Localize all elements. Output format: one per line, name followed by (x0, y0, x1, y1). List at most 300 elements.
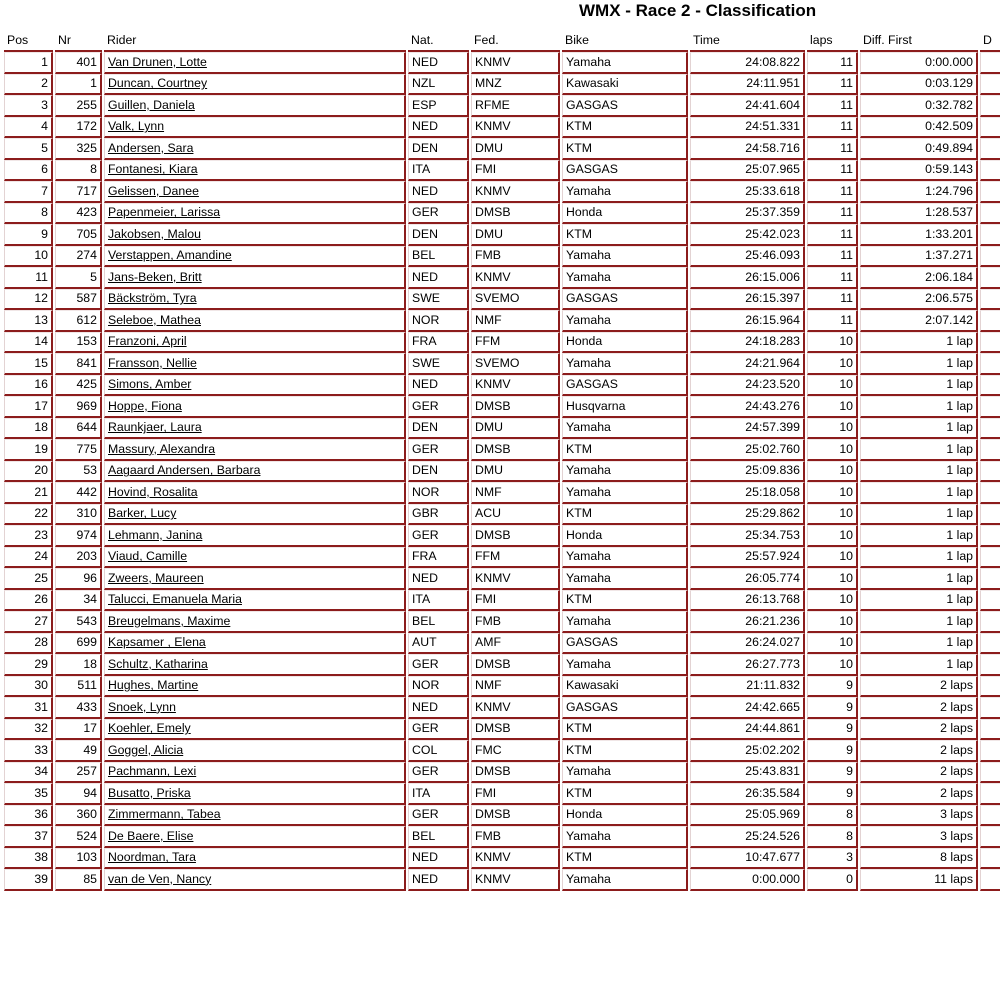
cell-nat: ITA (408, 160, 469, 182)
cell-pos: 27 (4, 611, 53, 633)
table-row (4, 74, 1000, 96)
cell-nat: BEL (408, 611, 469, 633)
cell-diff-first: 0:32.782 (860, 95, 978, 117)
cell-laps: 11 (807, 224, 858, 246)
cell-time: 10:47.677 (690, 848, 805, 870)
cell-fed: KNMV (471, 568, 560, 590)
cell-rider (104, 74, 406, 96)
cell-time: 25:43.831 (690, 762, 805, 784)
cell-diff-prev (980, 418, 1000, 440)
cell-diff-prev (980, 740, 1000, 762)
cell-diff-first: 2 laps (860, 783, 978, 805)
rider-link[interactable]: Zimmermann, Tabea (108, 807, 221, 822)
rider-link[interactable]: Guillen, Daniela (108, 97, 195, 112)
rider-link[interactable]: Bäckström, Tyra (108, 291, 197, 306)
cell-diff-first: 1 lap (860, 611, 978, 633)
cell-rider (104, 697, 406, 719)
cell-time: 24:08.822 (690, 52, 805, 74)
rider-link[interactable]: Franzoni, April (108, 334, 187, 349)
table-row (4, 697, 1000, 719)
cell-nr: 644 (55, 418, 102, 440)
cell-pos: 31 (4, 697, 53, 719)
cell-laps: 10 (807, 633, 858, 655)
cell-bike: Yamaha (562, 654, 688, 676)
cell-diff-first: 2 laps (860, 740, 978, 762)
cell-fed: NMF (471, 310, 560, 332)
cell-rider (104, 138, 406, 160)
cell-nr: 433 (55, 697, 102, 719)
cell-nat: GER (408, 654, 469, 676)
cell-fed: FMB (471, 826, 560, 848)
cell-diff-prev (980, 654, 1000, 676)
cell-rider (104, 332, 406, 354)
rider-link[interactable]: Barker, Lucy (108, 506, 177, 521)
cell-nr: 360 (55, 805, 102, 827)
cell-nat: AUT (408, 633, 469, 655)
cell-fed: FFM (471, 332, 560, 354)
cell-time: 24:21.964 (690, 353, 805, 375)
rider-link[interactable]: Fransson, Nellie (108, 355, 197, 370)
cell-rider (104, 439, 406, 461)
rider-link[interactable]: Viaud, Camille (108, 549, 188, 564)
cell-time: 24:23.520 (690, 375, 805, 397)
cell-time: 25:37.359 (690, 203, 805, 225)
cell-laps: 9 (807, 783, 858, 805)
col-header-pos[interactable]: Pos (4, 30, 53, 52)
rider-link[interactable]: Goggel, Alicia (108, 742, 184, 757)
cell-laps: 9 (807, 676, 858, 698)
cell-fed: RFME (471, 95, 560, 117)
cell-laps: 10 (807, 504, 858, 526)
cell-pos: 36 (4, 805, 53, 827)
cell-bike: KTM (562, 439, 688, 461)
cell-diff-prev (980, 719, 1000, 741)
cell-nr: 257 (55, 762, 102, 784)
cell-laps: 10 (807, 568, 858, 590)
cell-nat: FRA (408, 547, 469, 569)
cell-bike: Yamaha (562, 418, 688, 440)
cell-nat: NED (408, 267, 469, 289)
cell-rider (104, 418, 406, 440)
cell-rider (104, 848, 406, 870)
cell-nr: 103 (55, 848, 102, 870)
cell-diff-first: 1 lap (860, 332, 978, 354)
cell-nr: 18 (55, 654, 102, 676)
cell-fed: MNZ (471, 74, 560, 96)
rider-link[interactable]: Koehler, Emely (108, 721, 191, 736)
cell-nr: 717 (55, 181, 102, 203)
cell-diff-prev (980, 74, 1000, 96)
cell-time: 26:24.027 (690, 633, 805, 655)
cell-nr: 841 (55, 353, 102, 375)
cell-time: 24:58.716 (690, 138, 805, 160)
cell-fed: ACU (471, 504, 560, 526)
cell-nr: 401 (55, 52, 102, 74)
cell-diff-first: 2 laps (860, 697, 978, 719)
cell-diff-first: 1:33.201 (860, 224, 978, 246)
cell-nat: DEN (408, 138, 469, 160)
cell-nr: 94 (55, 783, 102, 805)
cell-diff-first: 2:06.184 (860, 267, 978, 289)
cell-pos: 12 (4, 289, 53, 311)
cell-nr: 325 (55, 138, 102, 160)
cell-laps: 10 (807, 375, 858, 397)
cell-diff-first: 1:24.796 (860, 181, 978, 203)
cell-fed: DMSB (471, 525, 560, 547)
cell-nat: GER (408, 525, 469, 547)
cell-diff-prev (980, 267, 1000, 289)
cell-time: 26:27.773 (690, 654, 805, 676)
cell-nr: 17 (55, 719, 102, 741)
cell-diff-first: 0:49.894 (860, 138, 978, 160)
cell-bike: KTM (562, 740, 688, 762)
cell-fed: DMU (471, 224, 560, 246)
cell-nat: GER (408, 396, 469, 418)
cell-diff-first: 0:03.129 (860, 74, 978, 96)
cell-time: 25:02.760 (690, 439, 805, 461)
table-row (4, 590, 1000, 612)
cell-pos: 39 (4, 869, 53, 891)
rider-link[interactable]: Valk, Lynn (108, 119, 165, 134)
table-row (4, 246, 1000, 268)
cell-laps: 11 (807, 181, 858, 203)
cell-nat: NOR (408, 482, 469, 504)
cell-pos: 15 (4, 353, 53, 375)
rider-link[interactable]: Hughes, Martine (108, 678, 199, 693)
cell-bike: Yamaha (562, 52, 688, 74)
rider-link[interactable]: Lehmann, Janina (108, 527, 203, 542)
cell-nat: NED (408, 375, 469, 397)
table-row (4, 95, 1000, 117)
cell-bike: Honda (562, 805, 688, 827)
rider-link[interactable]: Schultz, Katharina (108, 656, 208, 671)
rider-link[interactable]: Simons, Amber (108, 377, 192, 392)
rider-link[interactable]: Fontanesi, Kiara (108, 162, 198, 177)
cell-time: 25:09.836 (690, 461, 805, 483)
cell-nr: 310 (55, 504, 102, 526)
cell-diff-first: 2 laps (860, 676, 978, 698)
table-row (4, 396, 1000, 418)
cell-pos: 29 (4, 654, 53, 676)
rider-link[interactable]: Seleboe, Mathea (108, 312, 201, 327)
cell-rider (104, 246, 406, 268)
rider-link[interactable]: Aagaard Andersen, Barbara (108, 463, 261, 478)
cell-time: 26:21.236 (690, 611, 805, 633)
cell-nr: 85 (55, 869, 102, 891)
cell-diff-prev (980, 289, 1000, 311)
cell-laps: 11 (807, 95, 858, 117)
cell-nr: 203 (55, 547, 102, 569)
cell-time: 25:02.202 (690, 740, 805, 762)
cell-laps: 9 (807, 740, 858, 762)
cell-fed: FMB (471, 246, 560, 268)
cell-diff-first: 1 lap (860, 504, 978, 526)
cell-bike: Yamaha (562, 762, 688, 784)
cell-fed: DMSB (471, 203, 560, 225)
table-row (4, 310, 1000, 332)
cell-rider (104, 482, 406, 504)
cell-bike: Yamaha (562, 611, 688, 633)
cell-nr: 612 (55, 310, 102, 332)
cell-diff-prev (980, 439, 1000, 461)
rider-link[interactable]: De Baere, Elise (108, 828, 194, 843)
cell-laps: 9 (807, 762, 858, 784)
col-header-fed[interactable]: Fed. (471, 30, 560, 52)
rider-link[interactable]: Busatto, Priska (108, 785, 191, 800)
cell-pos: 20 (4, 461, 53, 483)
cell-bike: Yamaha (562, 547, 688, 569)
cell-time: 25:42.023 (690, 224, 805, 246)
cell-fed: AMF (471, 633, 560, 655)
col-header-bike[interactable]: Bike (562, 30, 688, 52)
rider-link[interactable]: Snoek, Lynn (108, 699, 176, 714)
cell-time: 25:18.058 (690, 482, 805, 504)
cell-pos: 28 (4, 633, 53, 655)
cell-time: 25:24.526 (690, 826, 805, 848)
cell-bike: GASGAS (562, 160, 688, 182)
cell-rider (104, 117, 406, 139)
cell-pos: 16 (4, 375, 53, 397)
rider-link[interactable]: Jans-Beken, Britt (108, 269, 202, 284)
cell-laps: 10 (807, 439, 858, 461)
table-row (4, 138, 1000, 160)
cell-rider (104, 396, 406, 418)
cell-diff-prev (980, 869, 1000, 891)
cell-pos: 4 (4, 117, 53, 139)
cell-nat: NED (408, 117, 469, 139)
cell-nr: 34 (55, 590, 102, 612)
cell-fed: DMSB (471, 396, 560, 418)
cell-time: 26:15.397 (690, 289, 805, 311)
cell-diff-first: 2 laps (860, 719, 978, 741)
cell-laps: 10 (807, 353, 858, 375)
cell-time: 24:42.665 (690, 697, 805, 719)
rider-link[interactable]: Van Drunen, Lotte (108, 54, 207, 69)
cell-diff-prev (980, 375, 1000, 397)
table-row (4, 418, 1000, 440)
cell-rider (104, 783, 406, 805)
cell-rider (104, 95, 406, 117)
cell-diff-first: 1 lap (860, 482, 978, 504)
cell-diff-prev (980, 482, 1000, 504)
cell-diff-first: 8 laps (860, 848, 978, 870)
cell-pos: 26 (4, 590, 53, 612)
cell-nr: 172 (55, 117, 102, 139)
cell-bike: KTM (562, 590, 688, 612)
cell-rider (104, 805, 406, 827)
cell-laps: 11 (807, 267, 858, 289)
cell-pos: 35 (4, 783, 53, 805)
cell-rider (104, 224, 406, 246)
cell-fed: DMSB (471, 654, 560, 676)
cell-diff-prev (980, 848, 1000, 870)
cell-laps: 11 (807, 160, 858, 182)
cell-pos: 38 (4, 848, 53, 870)
cell-diff-prev (980, 826, 1000, 848)
rider-link[interactable]: Pachmann, Lexi (108, 764, 197, 779)
cell-laps: 11 (807, 117, 858, 139)
rider-link[interactable]: Noordman, Tara (108, 850, 196, 865)
cell-fed: SVEMO (471, 353, 560, 375)
table-row (4, 375, 1000, 397)
table-row (4, 353, 1000, 375)
rider-link[interactable]: Raunkjaer, Laura (108, 420, 202, 435)
cell-bike: KTM (562, 504, 688, 526)
cell-nr: 274 (55, 246, 102, 268)
cell-diff-prev (980, 310, 1000, 332)
cell-bike: Yamaha (562, 568, 688, 590)
cell-nr: 255 (55, 95, 102, 117)
col-header-diff-first[interactable]: Diff. First (860, 30, 978, 52)
table-row (4, 633, 1000, 655)
cell-bike: KTM (562, 783, 688, 805)
cell-diff-first: 1 lap (860, 525, 978, 547)
cell-diff-first: 1 lap (860, 439, 978, 461)
rider-link[interactable]: Hoppe, Fiona (108, 398, 182, 413)
cell-diff-prev (980, 461, 1000, 483)
results-table (2, 30, 1000, 891)
cell-rider (104, 547, 406, 569)
cell-pos: 21 (4, 482, 53, 504)
cell-diff-first: 1 lap (860, 590, 978, 612)
rider-link[interactable]: Breugelmans, Maxime (108, 613, 231, 628)
cell-rider (104, 504, 406, 526)
cell-bike: Yamaha (562, 181, 688, 203)
cell-laps: 9 (807, 697, 858, 719)
col-header-laps[interactable]: laps (807, 30, 858, 52)
rider-link[interactable]: Jakobsen, Malou (108, 226, 201, 241)
cell-rider (104, 568, 406, 590)
cell-diff-first: 11 laps (860, 869, 978, 891)
cell-bike: Yamaha (562, 246, 688, 268)
table-row (4, 568, 1000, 590)
cell-time: 24:41.604 (690, 95, 805, 117)
cell-diff-first: 1:37.271 (860, 246, 978, 268)
cell-bike: Yamaha (562, 267, 688, 289)
cell-laps: 10 (807, 525, 858, 547)
cell-pos: 32 (4, 719, 53, 741)
cell-rider (104, 590, 406, 612)
cell-nr: 5 (55, 267, 102, 289)
cell-bike: Yamaha (562, 482, 688, 504)
cell-rider (104, 525, 406, 547)
cell-diff-first: 1 lap (860, 568, 978, 590)
cell-fed: FMI (471, 160, 560, 182)
cell-nat: NED (408, 697, 469, 719)
cell-pos: 18 (4, 418, 53, 440)
cell-pos: 5 (4, 138, 53, 160)
cell-nr: 705 (55, 224, 102, 246)
cell-pos: 34 (4, 762, 53, 784)
cell-nat: GER (408, 719, 469, 741)
rider-link[interactable]: Zweers, Maureen (108, 570, 204, 585)
cell-pos: 22 (4, 504, 53, 526)
cell-laps: 8 (807, 826, 858, 848)
cell-nr: 425 (55, 375, 102, 397)
rider-link[interactable]: Massury, Alexandra (108, 441, 216, 456)
cell-nat: GER (408, 762, 469, 784)
cell-nr: 8 (55, 160, 102, 182)
rider-link[interactable]: Verstappen, Amandine (108, 248, 232, 263)
rider-link[interactable]: Hovind, Rosalita (108, 484, 198, 499)
col-header-rider[interactable]: Rider (104, 30, 406, 52)
cell-diff-prev (980, 117, 1000, 139)
cell-fed: FMC (471, 740, 560, 762)
rider-link[interactable]: Andersen, Sara (108, 140, 194, 155)
rider-link[interactable]: Papenmeier, Larissa (108, 205, 221, 220)
table-row (4, 504, 1000, 526)
cell-diff-prev (980, 611, 1000, 633)
cell-nat: ESP (408, 95, 469, 117)
cell-laps: 10 (807, 590, 858, 612)
cell-time: 25:07.965 (690, 160, 805, 182)
rider-link[interactable]: Duncan, Courtney (108, 76, 208, 91)
cell-fed: KNMV (471, 181, 560, 203)
cell-nr: 543 (55, 611, 102, 633)
cell-bike: GASGAS (562, 95, 688, 117)
cell-nr: 974 (55, 525, 102, 547)
cell-pos: 3 (4, 95, 53, 117)
cell-laps: 3 (807, 848, 858, 870)
table-row (4, 439, 1000, 461)
cell-bike: KTM (562, 224, 688, 246)
cell-diff-first: 1:28.537 (860, 203, 978, 225)
cell-nr: 511 (55, 676, 102, 698)
cell-diff-prev (980, 697, 1000, 719)
cell-laps: 11 (807, 203, 858, 225)
table-row (4, 676, 1000, 698)
cell-bike: KTM (562, 117, 688, 139)
cell-bike: Yamaha (562, 461, 688, 483)
cell-fed: SVEMO (471, 289, 560, 311)
cell-rider (104, 160, 406, 182)
cell-time: 26:13.768 (690, 590, 805, 612)
cell-nat: NZL (408, 74, 469, 96)
rider-link[interactable]: Talucci, Emanuela Maria (108, 592, 242, 607)
col-header-time[interactable]: Time (690, 30, 805, 52)
table-row (4, 547, 1000, 569)
cell-bike: KTM (562, 138, 688, 160)
cell-fed: DMSB (471, 805, 560, 827)
cell-bike: Honda (562, 203, 688, 225)
cell-laps: 10 (807, 418, 858, 440)
rider-link[interactable]: van de Ven, Nancy (108, 871, 212, 886)
cell-rider (104, 375, 406, 397)
cell-fed: DMSB (471, 719, 560, 741)
cell-pos: 33 (4, 740, 53, 762)
rider-link[interactable]: Kapsamer , Elena (108, 635, 206, 650)
cell-nr: 775 (55, 439, 102, 461)
cell-rider (104, 633, 406, 655)
table-row (4, 461, 1000, 483)
cell-bike: Kawasaki (562, 74, 688, 96)
cell-bike: KTM (562, 719, 688, 741)
cell-pos: 8 (4, 203, 53, 225)
cell-bike: Yamaha (562, 869, 688, 891)
col-header-nr[interactable]: Nr (55, 30, 102, 52)
cell-fed: KNMV (471, 52, 560, 74)
cell-nat: SWE (408, 353, 469, 375)
table-row (4, 848, 1000, 870)
cell-diff-prev (980, 95, 1000, 117)
col-header-diff-prev[interactable]: D (980, 30, 1000, 52)
cell-fed: KNMV (471, 267, 560, 289)
rider-link[interactable]: Gelissen, Danee (108, 183, 199, 198)
cell-pos: 6 (4, 160, 53, 182)
cell-pos: 30 (4, 676, 53, 698)
cell-time: 24:51.331 (690, 117, 805, 139)
col-header-nat[interactable]: Nat. (408, 30, 469, 52)
